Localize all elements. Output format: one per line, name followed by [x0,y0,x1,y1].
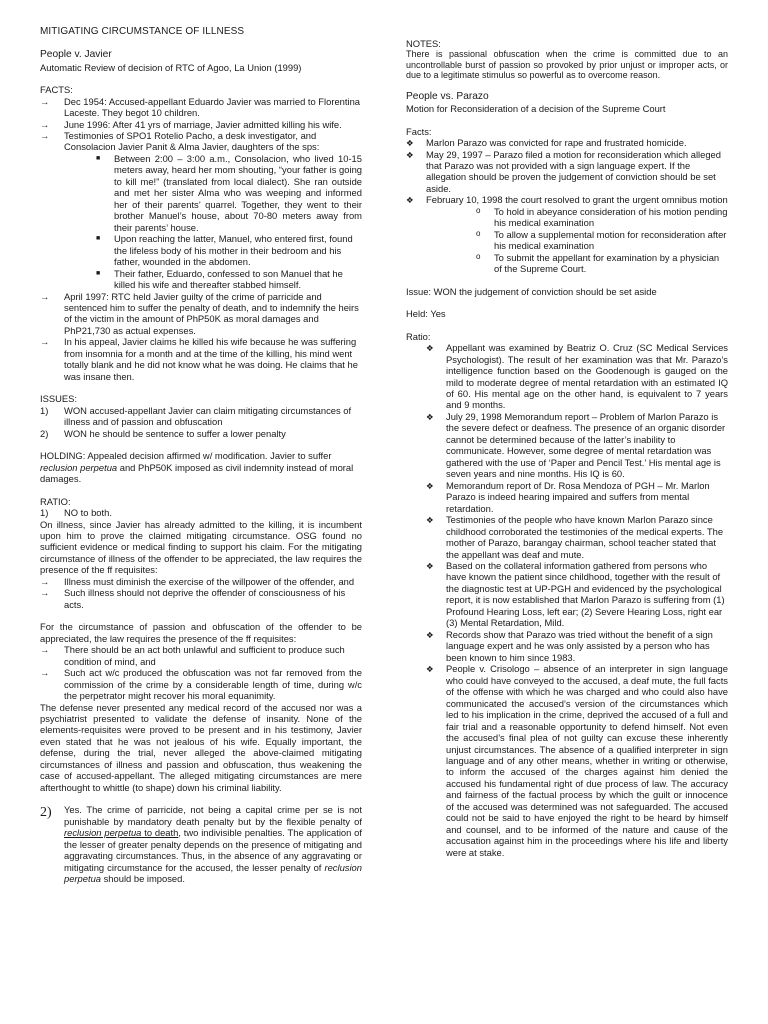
fact-item: → April 1997: RTC held Javier guilty of the crime of parricide and sentenced him to suffer the penalty of death, and to indemnify the heirs of the victim in the amount of PhP50K as moral damages and PhP21,730 as actual expenses. [40,290,359,336]
document-title: MITIGATING CIRCUMSTANCE OF ILLNESS [40,26,245,37]
diamond-bullet-icon: ❖ [426,480,434,491]
sub-fact-item: o To submit the appellant for examination by a physician of the Supreme Court. [476,251,720,275]
diamond-bullet-icon: ❖ [406,138,414,149]
held-line: Held: Yes [406,308,446,320]
notes-heading: NOTES: [406,38,441,49]
ratio-item: ❖ Memorandum report of Dr. Rosa Mendoza of PGH – Mr. Marlon Parazo is indeed hearing impaired and suffers from mental retardation. [426,479,710,514]
requisite-item: → Such act w/c produced the obfuscation was not far removed from the commission of the crime by a considerable length of time, during w/c the perpetrator might recover his moral equanimity. [40,667,362,702]
case-name-parazo: People vs. Parazo [406,90,489,102]
square-bullet-icon: ■ [96,269,101,277]
ratio-item: ❖ Records show that Parazo was tried without the benefit of a sign language expert and he was only assisted by a person who has been known to him since 1983. [426,628,713,663]
ratio-paragraph: On illness, since Javier has already admitted to the killing, it is incumbent upon him to prove the claimed mitigating circumstance. OSG found no sufficient evidence or medical finding to support his claim. For the mitigating circumstance of illness of the offender to be appreciated, the law requires the presence of the ff requisites: [40,518,362,576]
arrow-bullet-icon: → [40,667,50,679]
diamond-bullet-icon: ❖ [426,664,434,675]
case-name-javier: People v. Javier [40,49,112,61]
sub-fact-item: ■ Their father, Eduardo, confessed to son Manuel that he killed his wife and thereafter stabbed himself. [96,267,343,291]
fact-item: → Dec 1954: Accused-appellant Eduardo Javier was married to Florentina Laceste. They begot 10 children. [40,95,360,119]
ratio-item: ❖ Testimonies of the people who have known Marlon Parazo since childhood corroborated the testimonies of the medical experts. The mother of Parazo, barangay chairman, school teacher stated that the appellant was deaf and mute. [426,514,724,560]
arrow-bullet-icon: → [40,644,50,656]
arrow-bullet-icon: → [40,118,50,130]
left-column [40,26,362,885]
issue-item: 2) WON he should be sentence to suffer a lower penalty [40,427,286,439]
diamond-bullet-icon: ❖ [406,149,414,160]
diamond-bullet-icon: ❖ [426,515,434,526]
issues-heading: ISSUES: [40,393,77,405]
arrow-bullet-icon: → [40,95,50,107]
fact-item: ❖ February 10, 1998 the court resolved to grant the urgent omnibus motion [406,194,728,206]
fact-item: → June 1996: After 41 yrs of marriage, Javier admitted killing his wife. [40,118,342,130]
fact-item: → Testimonies of SPO1 Rotelio Pacho, a desk investigator, and Consolacion Javier Panit & Alma Javier, daughters of the sps: [40,129,320,153]
right-column [406,38,728,858]
arrow-bullet-icon: → [40,129,50,141]
ratio-heading: RATIO: [40,495,71,507]
ratio-item: ❖ Appellant was examined by Beatriz O. Cruz (SC Medical Services Psychologist). The result of her examination was that Mr. Parazo’s intelligence function based on the Goodenough is gauged on the mild to moderate degree of mental retardation with an estimated IQ of 60. His mental age on the other hand, is equivalent to 7 years and 9 months. [426,342,728,411]
fact-item: ❖ May 29, 1997 – Parazo filed a motion for reconsideration which alleged that Parazo was not provided with a sign language expert. If the allegation should be proven the judgement of conviction should be set aside. [406,148,721,194]
arrow-bullet-icon: → [40,587,50,599]
sub-fact-item: o To allow a supplemental motion for reconsideration after his medical examination [476,228,727,252]
diamond-bullet-icon: ❖ [406,195,414,206]
sub-fact-item: o To hold in abeyance consideration of his motion pending his medical examination [476,205,728,229]
arrow-bullet-icon: → [40,336,50,348]
diamond-bullet-icon: ❖ [426,561,434,572]
diamond-bullet-icon: ❖ [426,411,434,422]
issue-line: Issue: WON the judgement of conviction should be set aside [406,285,657,297]
diamond-bullet-icon: ❖ [426,629,434,640]
requisite-item: → Such illness should not deprive the offender of consciousness of his acts. [40,587,346,610]
ratio-item: ❖ People v. Crisologo – absence of an interpreter in sign language who could have conveyed to the accused, a deaf mute, the full facts of the offense with which he was charged and who could also have communicated the accused’s version of the circumstances which led to his implication in the crime, deprived the accused of a full and fair trial and a reasonable opportunity to defend himself. Not even the accused’s final plea of not guilty can excuse these inherently unjust circumstances. The absence of a qualified interpreter in sign language and of any other means, whether in writing or otherwise, to inform the accused of the charges against him denied the accused his fundamental right of due process of law. The accuracy and fairness of the factual process by which the guilt or innocence of the accused was determined was not safeguarded. The accused could not be said to have enjoyed the right to be heard by himself and counsel, and to be informed of the nature and cause of the accusation against him in the proceedings where his life and liberty were at stake. [426,663,728,858]
sub-fact-item: ■ Between 2:00 – 3:00 a.m., Consolacion, who lived 10-15 meters away, heard her mom shouting, “your father is going to kill me!” (translated from local dialect). She ran outside and met her sister Alma who was weeping and informed her of their parents’ quarrel. Together, they went to their brother Manuel’s house, about 70-80 meters away from their parents’ house. [96,152,362,233]
facts-heading: FACTS: [40,84,73,96]
arrow-bullet-icon: → [40,290,50,302]
requisite-item: → Illness must diminish the exercise of the willpower of the offender, and [40,575,355,587]
ratio-item: ❖ Based on the collateral information gathered from persons who have known the patient since childhood, together with the result of the diagnostic test at UP-PGH and evidenced by the psychological report, it is now established that Marlon Parazo is suffering from (1) Profound Hearing Loss, left ear; (2) Severe Hearing Loss, right ear (3) Mental Retardation, Mild. [426,560,725,629]
square-bullet-icon: ■ [96,235,101,243]
ratio-item: ❖ July 29, 1998 Memorandum report – Problem of Marlon Parazo is the severe defect or deafness. The presence of an organic disorder cannot be determined because of the latter’s inability to communicate. However, some degree of mental retardation was gathered with the use of ‘Paper and Pencil Test.’ His mental age is seven years and nine months. His IQ is 60. [426,410,726,480]
ratio-paragraph: For the circumstance of passion and obfuscation of the offender to be appreciated, the law requires the presence of the ff requisites: [40,621,362,644]
ratio-heading: Ratio: [406,330,431,342]
ratio-list [426,342,728,858]
sub-fact-item: ■ Upon reaching the latter, Manuel, who entered first, found the lifeless body of his mother in their bedroom and his father, wounded in the abdomen. [96,233,353,268]
ratio-item-2: 2) Yes. The crime of parricide, not being a capital crime per se is not punishable by mandatory death penalty but by the flexible penalty of reclusion perpetua to death, two indivisible penalties. The application of the lesser of greater penalty depends on the presence of mitigating and aggravating circumstances. Thus, in the absence of any aggravating or mitigating circumstance for the accused, the lesser penalty of reclusion perpetua should be imposed. [40,804,362,885]
square-bullet-icon: ■ [96,154,101,162]
circle-bullet-icon: o [476,228,481,238]
holding-paragraph: HOLDING: Appealed decision affirmed w/ modification. Javier to suffer reclusion perpetua and PhP50K imposed as civil indemnity instead of moral damages. [40,450,354,485]
ratio-paragraph: The defense never presented any medical record of the accused nor was a psychiatrist presented to validate the defense of insanity. None of the elements-requisites were proved to be present and in his testimony, Javier even stated that he was not jealous of his wife. Equally important, the defense, during the trial, never alleged the above-claimed mitigating circumstances of illness and passion and obfuscation, thus weakening the case of accused-appellant. The alleged mitigating circumstances are mere afterthought to whittle (to shape) down his criminal liability. [40,701,362,793]
case-subtitle-parazo: Motion for Reconsideration of a decision of the Supreme Court [406,103,666,115]
circle-bullet-icon: o [476,205,481,215]
requisite-item: → There should be an act both unlawful and sufficient to produce such condition of mind, and [40,644,345,667]
ratio-item: 1) NO to both. [40,507,112,519]
case-subtitle-javier: Automatic Review of decision of RTC of Agoo, La Union (1999) [40,61,302,73]
issue-item: 1) WON accused-appellant Javier can claim mitigating circumstances of illness and of passion and obfuscation [40,404,352,428]
diamond-bullet-icon: ❖ [426,343,434,354]
fact-item: → In his appeal, Javier claims he killed his wife because he was suffering from insomnia for a month and at the time of the killing, his mind went totally blank and he did not know what he was doing. He claims that he was insane then. [40,336,358,382]
notes-text: There is passional obfuscation when the crime is committed due to an uncontrollable burst of passion so provoked by prior unjust or improper acts, or due to a legitimate stimulus so powerful as to overcome reason. [406,49,728,80]
arrow-bullet-icon: → [40,575,50,587]
facts-heading: Facts: [406,125,432,137]
circle-bullet-icon: o [476,251,481,261]
fact-item: ❖ Marlon Parazo was convicted for rape and frustrated homicide. [406,137,687,149]
